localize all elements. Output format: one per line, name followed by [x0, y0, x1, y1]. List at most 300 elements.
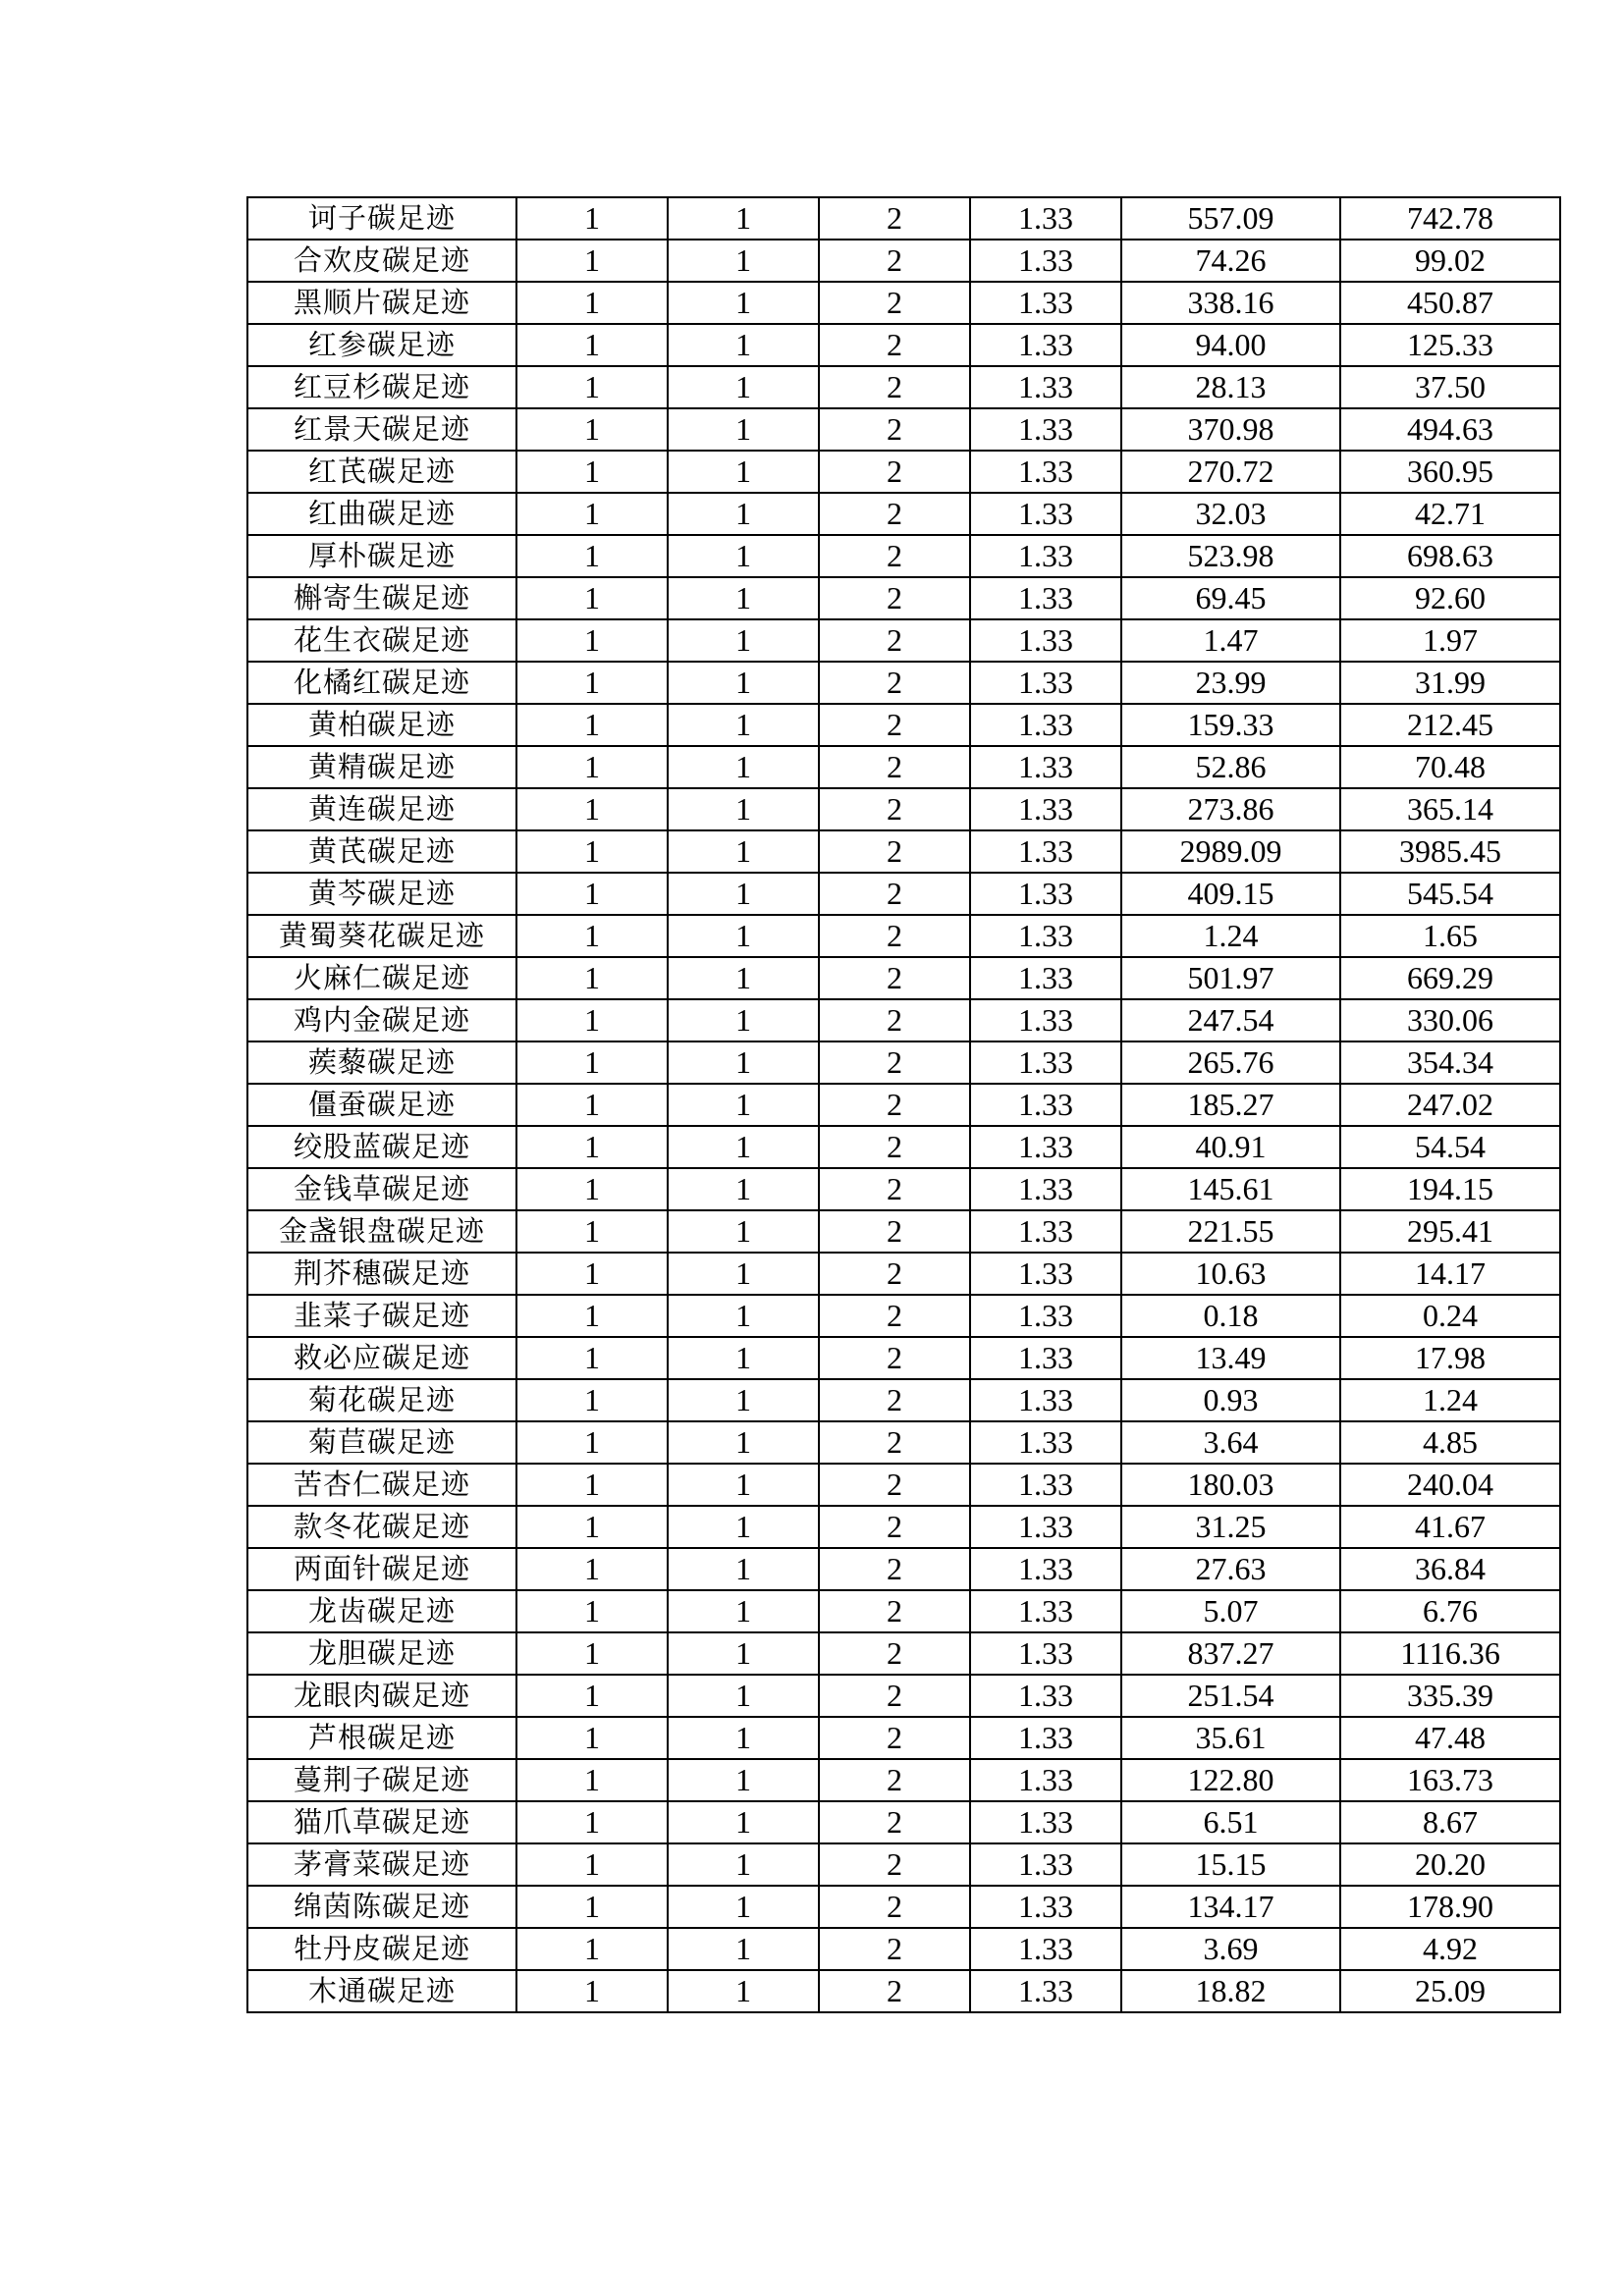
cell-item-name: 蔓荆子碳足迹 — [247, 1759, 516, 1801]
table-row — [247, 788, 1560, 830]
cell-col-4: 1.33 — [970, 746, 1121, 788]
cell-col-3: 2 — [819, 1759, 970, 1801]
table-row — [247, 999, 1560, 1041]
cell-col-2: 1 — [668, 240, 819, 282]
table-row — [247, 493, 1560, 535]
cell-item-name: 龙齿碳足迹 — [247, 1590, 516, 1632]
cell-item-name: 诃子碳足迹 — [247, 197, 516, 240]
cell-col-3: 2 — [819, 915, 970, 957]
cell-col-3: 2 — [819, 1928, 970, 1970]
cell-col-2: 1 — [668, 408, 819, 451]
cell-col-5: 557.09 — [1121, 197, 1340, 240]
cell-col-4: 1.33 — [970, 1506, 1121, 1548]
cell-col-5: 338.16 — [1121, 282, 1340, 324]
cell-col-5: 1.47 — [1121, 619, 1340, 662]
table-row — [247, 1337, 1560, 1379]
cell-item-name: 韭菜子碳足迹 — [247, 1295, 516, 1337]
cell-item-name: 红豆杉碳足迹 — [247, 366, 516, 408]
cell-col-4: 1.33 — [970, 366, 1121, 408]
cell-col-3: 2 — [819, 704, 970, 746]
cell-col-6: 360.95 — [1340, 451, 1560, 493]
cell-col-1: 1 — [516, 1928, 668, 1970]
cell-col-2: 1 — [668, 1041, 819, 1084]
cell-col-4: 1.33 — [970, 1632, 1121, 1675]
cell-col-5: 0.93 — [1121, 1379, 1340, 1421]
table-row — [247, 1253, 1560, 1295]
cell-col-3: 2 — [819, 873, 970, 915]
cell-col-1: 1 — [516, 1253, 668, 1295]
cell-col-3: 2 — [819, 999, 970, 1041]
table-row — [247, 1295, 1560, 1337]
cell-col-6: 247.02 — [1340, 1084, 1560, 1126]
cell-col-1: 1 — [516, 1295, 668, 1337]
table-row — [247, 1843, 1560, 1886]
cell-col-3: 2 — [819, 240, 970, 282]
cell-col-5: 74.26 — [1121, 240, 1340, 282]
table-row — [247, 1126, 1560, 1168]
cell-col-2: 1 — [668, 1843, 819, 1886]
cell-col-1: 1 — [516, 240, 668, 282]
cell-col-2: 1 — [668, 830, 819, 873]
cell-col-2: 1 — [668, 1759, 819, 1801]
cell-col-1: 1 — [516, 704, 668, 746]
cell-col-3: 2 — [819, 451, 970, 493]
cell-item-name: 黄连碳足迹 — [247, 788, 516, 830]
cell-col-2: 1 — [668, 1801, 819, 1843]
cell-col-3: 2 — [819, 1379, 970, 1421]
cell-col-4: 1.33 — [970, 1886, 1121, 1928]
table-row — [247, 704, 1560, 746]
cell-col-3: 2 — [819, 1970, 970, 2012]
table-row — [247, 746, 1560, 788]
cell-col-2: 1 — [668, 1506, 819, 1548]
table-row — [247, 830, 1560, 873]
cell-col-5: 40.91 — [1121, 1126, 1340, 1168]
cell-col-5: 32.03 — [1121, 493, 1340, 535]
cell-col-3: 2 — [819, 1843, 970, 1886]
cell-col-3: 2 — [819, 746, 970, 788]
cell-col-3: 2 — [819, 1675, 970, 1717]
cell-col-1: 1 — [516, 999, 668, 1041]
table-body — [247, 197, 1560, 2012]
cell-item-name: 龙眼肉碳足迹 — [247, 1675, 516, 1717]
cell-col-5: 159.33 — [1121, 704, 1340, 746]
table-row — [247, 451, 1560, 493]
cell-item-name: 款冬花碳足迹 — [247, 1506, 516, 1548]
cell-col-4: 1.33 — [970, 1168, 1121, 1210]
cell-col-2: 1 — [668, 619, 819, 662]
cell-col-6: 545.54 — [1340, 873, 1560, 915]
cell-col-6: 240.04 — [1340, 1464, 1560, 1506]
cell-col-1: 1 — [516, 1084, 668, 1126]
cell-col-2: 1 — [668, 1421, 819, 1464]
table-row — [247, 1464, 1560, 1506]
cell-col-6: 17.98 — [1340, 1337, 1560, 1379]
cell-col-4: 1.33 — [970, 1843, 1121, 1886]
cell-col-2: 1 — [668, 451, 819, 493]
cell-col-1: 1 — [516, 1506, 668, 1548]
cell-col-1: 1 — [516, 451, 668, 493]
cell-col-5: 134.17 — [1121, 1886, 1340, 1928]
cell-col-5: 837.27 — [1121, 1632, 1340, 1675]
cell-item-name: 火麻仁碳足迹 — [247, 957, 516, 999]
cell-col-4: 1.33 — [970, 704, 1121, 746]
cell-col-3: 2 — [819, 1041, 970, 1084]
cell-col-5: 0.18 — [1121, 1295, 1340, 1337]
cell-col-4: 1.33 — [970, 1126, 1121, 1168]
cell-col-3: 2 — [819, 1084, 970, 1126]
cell-item-name: 蒺藜碳足迹 — [247, 1041, 516, 1084]
cell-col-2: 1 — [668, 1632, 819, 1675]
cell-item-name: 金盏银盘碳足迹 — [247, 1210, 516, 1253]
cell-col-1: 1 — [516, 1126, 668, 1168]
cell-col-2: 1 — [668, 957, 819, 999]
cell-col-3: 2 — [819, 1801, 970, 1843]
cell-col-5: 1.24 — [1121, 915, 1340, 957]
cell-col-4: 1.33 — [970, 788, 1121, 830]
cell-col-4: 1.33 — [970, 1253, 1121, 1295]
table-row — [247, 282, 1560, 324]
table-row — [247, 1379, 1560, 1421]
cell-col-3: 2 — [819, 408, 970, 451]
cell-col-4: 1.33 — [970, 1464, 1121, 1506]
cell-col-2: 1 — [668, 1928, 819, 1970]
cell-col-1: 1 — [516, 577, 668, 619]
cell-col-6: 1.97 — [1340, 619, 1560, 662]
cell-col-2: 1 — [668, 1548, 819, 1590]
cell-col-2: 1 — [668, 1464, 819, 1506]
cell-col-5: 28.13 — [1121, 366, 1340, 408]
cell-item-name: 牡丹皮碳足迹 — [247, 1928, 516, 1970]
cell-col-4: 1.33 — [970, 1717, 1121, 1759]
cell-col-6: 3985.45 — [1340, 830, 1560, 873]
cell-col-6: 70.48 — [1340, 746, 1560, 788]
cell-col-1: 1 — [516, 1379, 668, 1421]
cell-col-2: 1 — [668, 873, 819, 915]
table-row — [247, 1548, 1560, 1590]
cell-col-3: 2 — [819, 324, 970, 366]
cell-item-name: 龙胆碳足迹 — [247, 1632, 516, 1675]
cell-col-6: 47.48 — [1340, 1717, 1560, 1759]
cell-col-3: 2 — [819, 1337, 970, 1379]
table-row — [247, 1801, 1560, 1843]
cell-col-6: 450.87 — [1340, 282, 1560, 324]
cell-col-3: 2 — [819, 830, 970, 873]
table-row — [247, 1970, 1560, 2012]
table-row — [247, 619, 1560, 662]
cell-col-2: 1 — [668, 282, 819, 324]
cell-col-1: 1 — [516, 535, 668, 577]
cell-col-5: 69.45 — [1121, 577, 1340, 619]
cell-col-6: 14.17 — [1340, 1253, 1560, 1295]
cell-col-2: 1 — [668, 1717, 819, 1759]
cell-col-1: 1 — [516, 873, 668, 915]
table-row — [247, 240, 1560, 282]
cell-col-4: 1.33 — [970, 493, 1121, 535]
cell-col-3: 2 — [819, 1168, 970, 1210]
table-row — [247, 1632, 1560, 1675]
table-row — [247, 1928, 1560, 1970]
cell-col-2: 1 — [668, 1590, 819, 1632]
cell-col-2: 1 — [668, 1084, 819, 1126]
cell-col-2: 1 — [668, 1970, 819, 2012]
cell-col-6: 36.84 — [1340, 1548, 1560, 1590]
cell-col-1: 1 — [516, 1886, 668, 1928]
cell-col-6: 41.67 — [1340, 1506, 1560, 1548]
cell-col-4: 1.33 — [970, 1801, 1121, 1843]
cell-col-4: 1.33 — [970, 197, 1121, 240]
cell-col-2: 1 — [668, 1295, 819, 1337]
cell-col-2: 1 — [668, 1168, 819, 1210]
cell-col-1: 1 — [516, 957, 668, 999]
cell-item-name: 红芪碳足迹 — [247, 451, 516, 493]
cell-col-5: 251.54 — [1121, 1675, 1340, 1717]
table-row — [247, 535, 1560, 577]
cell-col-3: 2 — [819, 366, 970, 408]
cell-col-3: 2 — [819, 197, 970, 240]
cell-col-3: 2 — [819, 788, 970, 830]
cell-col-5: 273.86 — [1121, 788, 1340, 830]
cell-item-name: 木通碳足迹 — [247, 1970, 516, 2012]
cell-col-1: 1 — [516, 662, 668, 704]
cell-col-5: 23.99 — [1121, 662, 1340, 704]
cell-col-3: 2 — [819, 1253, 970, 1295]
cell-col-5: 265.76 — [1121, 1041, 1340, 1084]
cell-col-1: 1 — [516, 197, 668, 240]
cell-col-5: 370.98 — [1121, 408, 1340, 451]
table-row — [247, 915, 1560, 957]
cell-col-5: 52.86 — [1121, 746, 1340, 788]
cell-col-6: 31.99 — [1340, 662, 1560, 704]
cell-item-name: 菊花碳足迹 — [247, 1379, 516, 1421]
cell-col-5: 3.64 — [1121, 1421, 1340, 1464]
cell-col-6: 8.67 — [1340, 1801, 1560, 1843]
cell-col-1: 1 — [516, 1337, 668, 1379]
cell-col-3: 2 — [819, 1421, 970, 1464]
cell-col-6: 1.24 — [1340, 1379, 1560, 1421]
cell-col-2: 1 — [668, 999, 819, 1041]
cell-col-4: 1.33 — [970, 535, 1121, 577]
cell-col-1: 1 — [516, 324, 668, 366]
cell-item-name: 红曲碳足迹 — [247, 493, 516, 535]
cell-col-2: 1 — [668, 197, 819, 240]
cell-col-3: 2 — [819, 1126, 970, 1168]
cell-col-1: 1 — [516, 1759, 668, 1801]
cell-item-name: 厚朴碳足迹 — [247, 535, 516, 577]
cell-col-2: 1 — [668, 493, 819, 535]
cell-col-6: 669.29 — [1340, 957, 1560, 999]
cell-col-5: 15.15 — [1121, 1843, 1340, 1886]
cell-item-name: 鸡内金碳足迹 — [247, 999, 516, 1041]
cell-col-6: 194.15 — [1340, 1168, 1560, 1210]
cell-col-6: 20.20 — [1340, 1843, 1560, 1886]
cell-item-name: 黄蜀葵花碳足迹 — [247, 915, 516, 957]
cell-col-4: 1.33 — [970, 324, 1121, 366]
cell-col-6: 0.24 — [1340, 1295, 1560, 1337]
cell-col-6: 1.65 — [1340, 915, 1560, 957]
cell-item-name: 两面针碳足迹 — [247, 1548, 516, 1590]
cell-col-3: 2 — [819, 282, 970, 324]
cell-item-name: 黑顺片碳足迹 — [247, 282, 516, 324]
carbon-footprint-table — [246, 196, 1561, 2013]
cell-col-6: 54.54 — [1340, 1126, 1560, 1168]
cell-col-5: 501.97 — [1121, 957, 1340, 999]
cell-item-name: 黄芪碳足迹 — [247, 830, 516, 873]
cell-col-6: 212.45 — [1340, 704, 1560, 746]
cell-col-4: 1.33 — [970, 619, 1121, 662]
cell-col-5: 270.72 — [1121, 451, 1340, 493]
cell-col-4: 1.33 — [970, 240, 1121, 282]
cell-item-name: 槲寄生碳足迹 — [247, 577, 516, 619]
cell-col-6: 99.02 — [1340, 240, 1560, 282]
cell-col-4: 1.33 — [970, 662, 1121, 704]
cell-col-6: 42.71 — [1340, 493, 1560, 535]
cell-item-name: 黄柏碳足迹 — [247, 704, 516, 746]
cell-col-5: 145.61 — [1121, 1168, 1340, 1210]
cell-col-1: 1 — [516, 830, 668, 873]
table-row — [247, 1759, 1560, 1801]
cell-col-4: 1.33 — [970, 1041, 1121, 1084]
cell-col-3: 2 — [819, 1464, 970, 1506]
cell-col-1: 1 — [516, 1168, 668, 1210]
cell-col-6: 330.06 — [1340, 999, 1560, 1041]
table-row — [247, 1886, 1560, 1928]
cell-col-3: 2 — [819, 1548, 970, 1590]
cell-col-3: 2 — [819, 1295, 970, 1337]
cell-col-6: 6.76 — [1340, 1590, 1560, 1632]
cell-col-1: 1 — [516, 1590, 668, 1632]
table-row — [247, 366, 1560, 408]
cell-col-3: 2 — [819, 1506, 970, 1548]
cell-col-2: 1 — [668, 1886, 819, 1928]
cell-col-2: 1 — [668, 1337, 819, 1379]
table-row — [247, 197, 1560, 240]
cell-col-1: 1 — [516, 1717, 668, 1759]
cell-col-1: 1 — [516, 408, 668, 451]
table-row — [247, 1210, 1560, 1253]
cell-col-5: 2989.09 — [1121, 830, 1340, 873]
cell-col-4: 1.33 — [970, 1337, 1121, 1379]
cell-item-name: 黄芩碳足迹 — [247, 873, 516, 915]
cell-col-6: 698.63 — [1340, 535, 1560, 577]
cell-item-name: 救必应碳足迹 — [247, 1337, 516, 1379]
cell-col-6: 37.50 — [1340, 366, 1560, 408]
cell-item-name: 荆芥穗碳足迹 — [247, 1253, 516, 1295]
cell-col-2: 1 — [668, 366, 819, 408]
table-row — [247, 1506, 1560, 1548]
cell-col-3: 2 — [819, 619, 970, 662]
cell-col-2: 1 — [668, 788, 819, 830]
cell-col-1: 1 — [516, 1675, 668, 1717]
cell-col-2: 1 — [668, 324, 819, 366]
cell-col-2: 1 — [668, 577, 819, 619]
cell-col-5: 27.63 — [1121, 1548, 1340, 1590]
cell-col-3: 2 — [819, 535, 970, 577]
cell-col-1: 1 — [516, 788, 668, 830]
cell-col-6: 4.92 — [1340, 1928, 1560, 1970]
cell-col-2: 1 — [668, 746, 819, 788]
table-row — [247, 408, 1560, 451]
cell-col-2: 1 — [668, 1253, 819, 1295]
table-row — [247, 324, 1560, 366]
table-row — [247, 577, 1560, 619]
cell-col-3: 2 — [819, 957, 970, 999]
cell-item-name: 红景天碳足迹 — [247, 408, 516, 451]
table-row — [247, 1590, 1560, 1632]
cell-col-4: 1.33 — [970, 1970, 1121, 2012]
cell-col-4: 1.33 — [970, 1928, 1121, 1970]
cell-col-5: 10.63 — [1121, 1253, 1340, 1295]
cell-item-name: 金钱草碳足迹 — [247, 1168, 516, 1210]
cell-col-6: 354.34 — [1340, 1041, 1560, 1084]
cell-col-1: 1 — [516, 1970, 668, 2012]
cell-col-2: 1 — [668, 535, 819, 577]
cell-col-4: 1.33 — [970, 282, 1121, 324]
cell-col-4: 1.33 — [970, 1675, 1121, 1717]
cell-col-1: 1 — [516, 1041, 668, 1084]
cell-col-1: 1 — [516, 619, 668, 662]
cell-item-name: 茅膏菜碳足迹 — [247, 1843, 516, 1886]
table-row — [247, 873, 1560, 915]
cell-col-6: 4.85 — [1340, 1421, 1560, 1464]
cell-col-4: 1.33 — [970, 830, 1121, 873]
cell-col-2: 1 — [668, 1210, 819, 1253]
cell-item-name: 猫爪草碳足迹 — [247, 1801, 516, 1843]
cell-col-6: 125.33 — [1340, 324, 1560, 366]
table-row — [247, 662, 1560, 704]
table-row — [247, 1168, 1560, 1210]
cell-col-5: 94.00 — [1121, 324, 1340, 366]
cell-col-4: 1.33 — [970, 451, 1121, 493]
cell-col-5: 409.15 — [1121, 873, 1340, 915]
cell-col-4: 1.33 — [970, 1084, 1121, 1126]
cell-col-5: 6.51 — [1121, 1801, 1340, 1843]
cell-item-name: 绵茵陈碳足迹 — [247, 1886, 516, 1928]
cell-col-5: 122.80 — [1121, 1759, 1340, 1801]
cell-col-4: 1.33 — [970, 1421, 1121, 1464]
cell-col-6: 163.73 — [1340, 1759, 1560, 1801]
cell-col-3: 2 — [819, 1210, 970, 1253]
cell-col-1: 1 — [516, 1548, 668, 1590]
cell-col-1: 1 — [516, 493, 668, 535]
cell-col-4: 1.33 — [970, 873, 1121, 915]
cell-col-2: 1 — [668, 1379, 819, 1421]
cell-col-4: 1.33 — [970, 999, 1121, 1041]
cell-col-5: 31.25 — [1121, 1506, 1340, 1548]
cell-col-1: 1 — [516, 1632, 668, 1675]
cell-col-3: 2 — [819, 577, 970, 619]
cell-col-2: 1 — [668, 915, 819, 957]
cell-col-2: 1 — [668, 1126, 819, 1168]
cell-col-6: 295.41 — [1340, 1210, 1560, 1253]
cell-col-2: 1 — [668, 1675, 819, 1717]
cell-col-4: 1.33 — [970, 915, 1121, 957]
cell-col-4: 1.33 — [970, 1210, 1121, 1253]
cell-col-1: 1 — [516, 1801, 668, 1843]
cell-col-4: 1.33 — [970, 408, 1121, 451]
cell-col-4: 1.33 — [970, 957, 1121, 999]
table-row — [247, 957, 1560, 999]
cell-col-5: 221.55 — [1121, 1210, 1340, 1253]
cell-col-5: 13.49 — [1121, 1337, 1340, 1379]
cell-col-5: 180.03 — [1121, 1464, 1340, 1506]
cell-col-5: 247.54 — [1121, 999, 1340, 1041]
cell-col-1: 1 — [516, 1421, 668, 1464]
cell-item-name: 绞股蓝碳足迹 — [247, 1126, 516, 1168]
cell-col-3: 2 — [819, 662, 970, 704]
cell-col-6: 178.90 — [1340, 1886, 1560, 1928]
cell-col-1: 1 — [516, 1210, 668, 1253]
